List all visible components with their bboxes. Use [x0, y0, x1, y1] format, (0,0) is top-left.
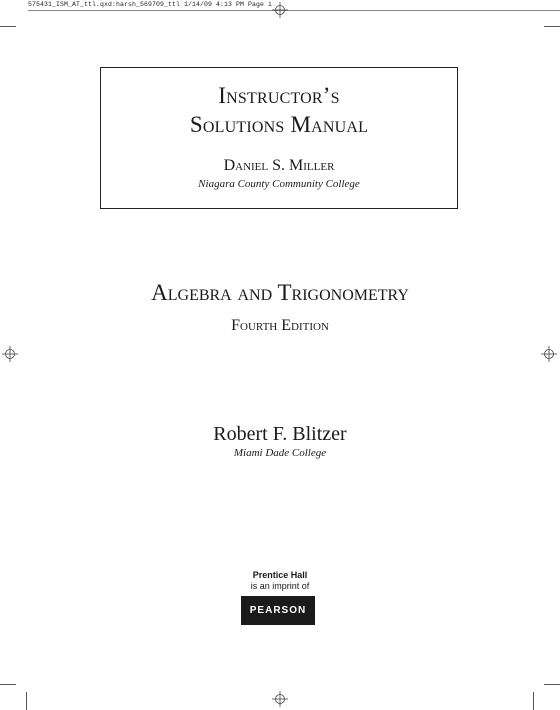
imprint-text: is an imprint of	[250, 581, 310, 591]
registration-mark-icon	[272, 2, 288, 18]
imprint-name: Prentice Hall	[252, 570, 308, 580]
crop-mark-icon	[0, 684, 16, 685]
printer-slug: 575431_ISM_AT_ttl.qxd:harsh_569709_ttl 1/14/09 4:13 PM Page i	[28, 1, 273, 8]
crop-mark-icon	[0, 26, 16, 27]
manual-title-line-2: Solutions Manual	[189, 112, 369, 137]
registration-mark-icon	[272, 691, 288, 707]
publisher-imprint	[0, 570, 560, 592]
book-author: Robert F. Blitzer	[213, 423, 347, 445]
crop-mark-icon	[544, 684, 560, 685]
manual-author-affiliation: Niagara County Community College	[198, 178, 360, 190]
manual-title-line-1: Instructor’s	[218, 83, 340, 108]
solutions-manual-box	[100, 67, 458, 209]
crop-mark-icon	[26, 692, 27, 710]
book-title: Algebra and Trigonometry	[151, 280, 409, 305]
registration-mark-icon	[541, 346, 557, 362]
book-edition: Fourth Edition	[231, 317, 329, 334]
crop-mark-icon	[544, 26, 560, 27]
book-author-affiliation: Miami Dade College	[233, 447, 327, 459]
registration-mark-icon	[2, 346, 18, 362]
crop-mark-icon	[533, 692, 534, 710]
manual-author: Daniel S. Miller	[223, 157, 335, 174]
slug-rule	[28, 10, 560, 11]
pearson-logo: PEARSON	[241, 596, 315, 625]
